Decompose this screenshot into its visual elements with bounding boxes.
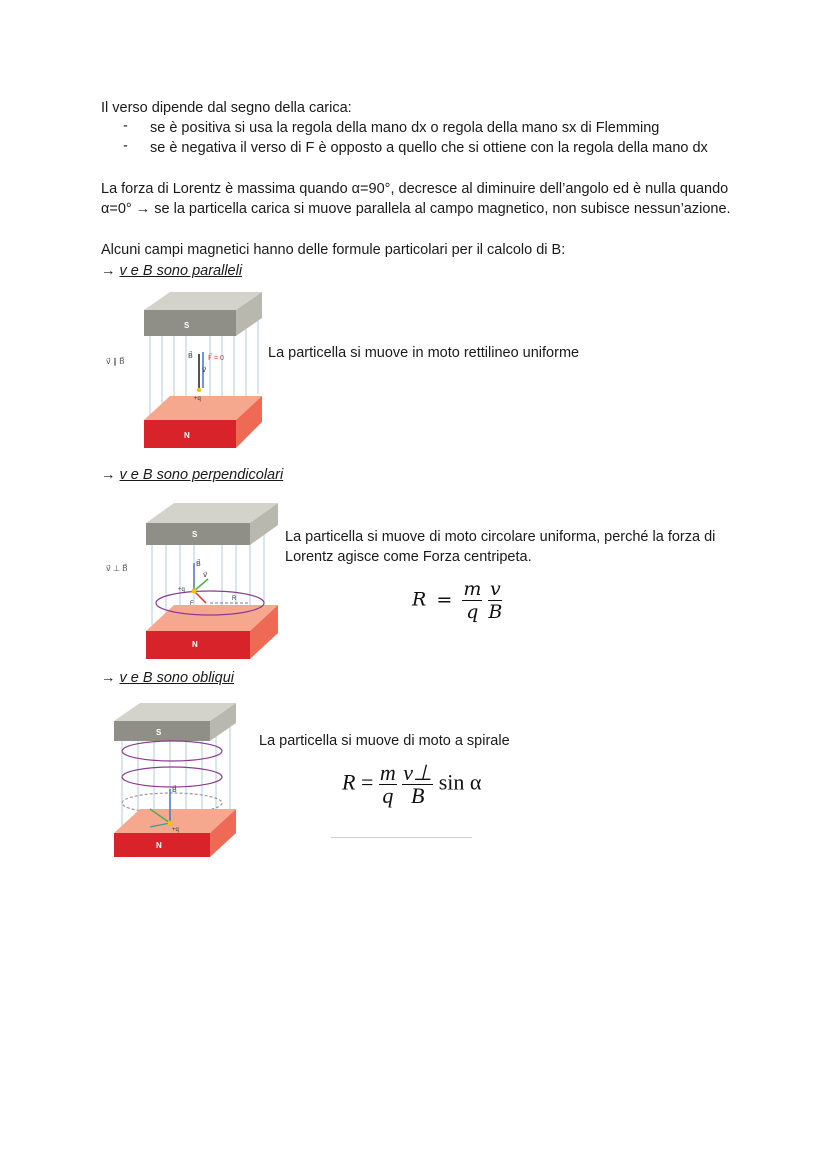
lorentz-line-1: La forza di Lorentz è massima quando α=90°, decresce al diminuire dell’angolo ed è nulla quando	[101, 181, 729, 197]
heading-text: v e B sono perpendicolari	[119, 467, 284, 483]
formula-radius-spiral	[342, 762, 481, 807]
magnet-n-label: N	[192, 640, 198, 649]
figure-oblique	[110, 693, 242, 859]
formula-eq: =	[360, 769, 374, 795]
campi-line: Alcuni campi magnetici hanno delle formule particolari per il calcolo di B:	[101, 242, 566, 258]
v-label: v⃗	[203, 572, 208, 579]
numerator: m	[463, 578, 482, 600]
figure-parallel	[100, 288, 270, 453]
magnet-n-label: N	[184, 431, 190, 440]
side-label: v⃗ ⊥ B⃗	[106, 564, 128, 573]
arrow-glyph: →	[101, 467, 116, 483]
fraction-m-q	[462, 578, 482, 623]
denominator: B	[411, 783, 425, 808]
b-vector-label: B⃗	[172, 787, 177, 794]
arrow-glyph: →	[101, 670, 116, 686]
magnet-s	[144, 310, 236, 336]
fraction-v-b	[402, 762, 433, 807]
charge	[197, 388, 201, 392]
magnet-n-label: N	[156, 841, 162, 850]
charge-label: +q	[194, 396, 201, 402]
charge-label: +q	[172, 827, 179, 833]
formula-tail: sin α	[438, 769, 482, 795]
formula-underline	[331, 837, 472, 838]
formula-eq: =	[436, 588, 453, 611]
force-label: F	[190, 601, 194, 607]
formula-lhs: R	[342, 769, 356, 795]
charge	[192, 589, 197, 594]
denominator: B	[488, 601, 503, 623]
heading-text: v e B sono obliqui	[119, 670, 234, 686]
numerator: v⊥	[403, 760, 433, 785]
fraction-m-q	[379, 762, 397, 807]
fraction-v-b	[488, 578, 502, 623]
formula-radius-circular	[412, 578, 502, 623]
heading-text: v e B sono paralleli	[119, 263, 243, 279]
bullet-positive: se è positiva si usa la regola della mano dx o regola della mano sx di Flemming	[150, 120, 660, 136]
lorentz-line-2: α=0° → se la particella carica si muove parallela al campo magnetico, non subisce nessun’azione.	[101, 201, 731, 217]
bullet-marker: -	[123, 118, 128, 134]
numerator: v	[490, 578, 501, 600]
magnet-s-label: S	[156, 728, 162, 737]
denominator: q	[382, 783, 394, 808]
magnet-s	[146, 523, 250, 545]
description-perpendicolari-2: Lorentz agisce come Forza centripeta.	[285, 549, 532, 565]
magnet-n	[146, 631, 250, 659]
charge-label: +q	[178, 587, 185, 593]
arrow-glyph: →	[101, 263, 116, 279]
radius-label: R	[232, 596, 237, 602]
numerator: m	[379, 760, 396, 785]
section-heading-obliqui	[101, 668, 234, 688]
section-heading-paralleli	[101, 261, 242, 281]
figure-perpendicular	[100, 493, 282, 663]
formula-lhs: R	[412, 588, 427, 611]
magnet-n	[114, 833, 210, 857]
section-heading-perpendicolari	[101, 465, 283, 485]
denominator: q	[466, 601, 479, 623]
spiral-orbit	[122, 741, 222, 813]
charge	[168, 821, 173, 826]
b-vector-label: B⃗	[196, 561, 201, 568]
force-label: F⃗ = 0	[208, 355, 224, 362]
v-label: v⃗	[202, 367, 207, 374]
magnet-s-label: S	[192, 530, 198, 539]
side-label: v⃗ ∥ B⃗	[106, 357, 125, 366]
velocity-vector	[194, 579, 208, 591]
magnet-s-label: S	[184, 321, 190, 330]
bullet-negative: se è negativa il verso di F è opposto a quello che si ottiene con la regola della mano dx	[150, 140, 708, 156]
intro-line: Il verso dipende dal segno della carica:	[101, 100, 352, 116]
description-obliqui: La particella si muove di moto a spirale	[259, 733, 510, 749]
force-vector	[194, 591, 206, 603]
b-vector-label: B⃗	[188, 353, 193, 360]
description-paralleli: La particella si muove in moto rettilineo uniforme	[268, 345, 580, 361]
magnet-n	[144, 420, 236, 448]
description-perpendicolari-1: La particella si muove di moto circolare uniforma, perché la forza di	[285, 529, 716, 545]
magnet-s	[114, 721, 210, 741]
bullet-marker: -	[123, 138, 128, 154]
